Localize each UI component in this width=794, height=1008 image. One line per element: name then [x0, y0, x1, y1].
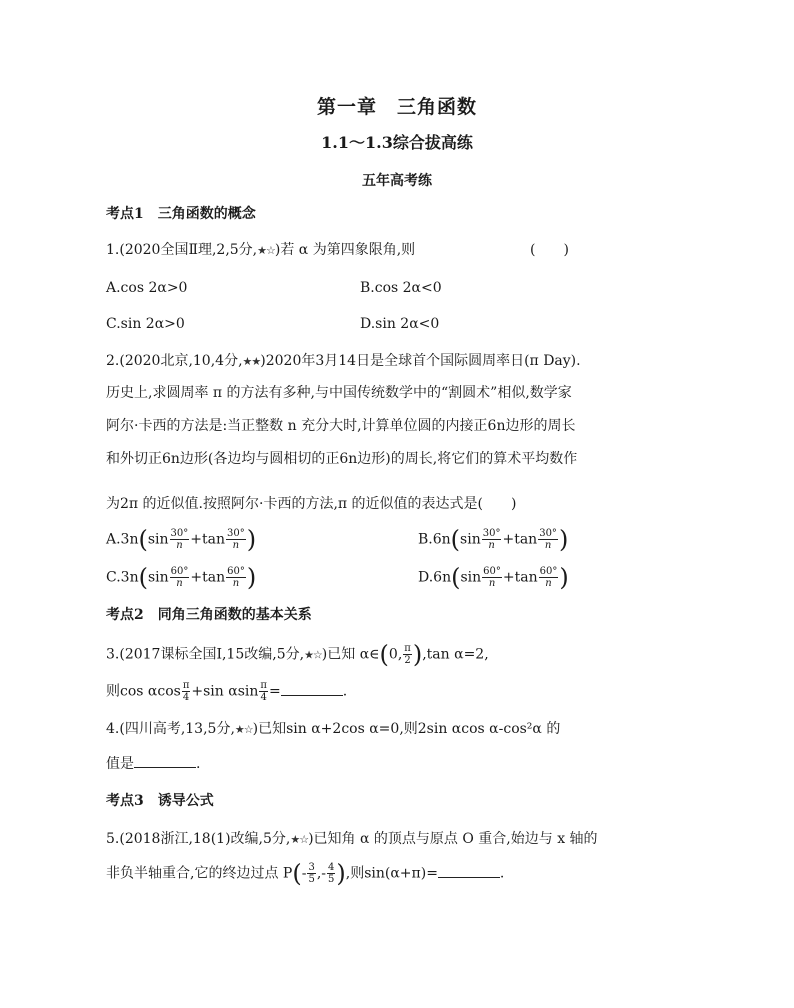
fraction	[538, 528, 558, 551]
q2-option-a	[106, 525, 257, 554]
right-paren: )	[559, 563, 569, 592]
answer-blank[interactable]	[281, 681, 343, 696]
q2-prefix: 2.(2020北京,10,4分,	[106, 353, 243, 369]
minus-sign: -	[321, 865, 326, 882]
q1-option-d: D.sin 2α<0	[360, 316, 440, 332]
left-paren: (	[292, 859, 302, 888]
q4-stem: )已知sin α+2cos α=0,则2sin αcos α-cos²α 的	[252, 721, 561, 737]
denominator: 4	[260, 692, 267, 703]
question-2-line-1	[106, 351, 581, 372]
numerator: 4	[328, 862, 335, 873]
period: .	[342, 683, 348, 700]
fraction	[170, 566, 190, 589]
numerator: 60°	[227, 566, 245, 577]
plus-sign: +	[502, 569, 515, 586]
q5-line2-b: ,则sin(α+π)=	[345, 865, 438, 882]
difficulty-stars-icon: ★☆	[290, 833, 309, 846]
right-paren: )	[246, 525, 257, 554]
q2-line1-rest: )2020年3月14日是全球首个国际圆周率日(π Day).	[260, 353, 581, 369]
denominator: 5	[328, 874, 335, 885]
fraction	[226, 566, 246, 589]
numerator: 60°	[483, 566, 501, 577]
numerator: 60°	[539, 566, 558, 577]
question-2-line-4: 和外切正6n边形(各边均与圆相切的正6n边形)的周长,将它们的算术平均数作	[106, 451, 578, 467]
denominator: n	[232, 540, 240, 551]
option-label: B.6n	[418, 531, 451, 548]
left-paren: (	[138, 525, 148, 554]
q5-prefix: 5.(2018浙江,18(1)改编,5分,	[106, 831, 291, 847]
numerator: 3	[308, 862, 315, 873]
question-3-line-2	[106, 680, 347, 703]
question-2-line-2: 历史上,求圆周率 π 的方法有多种,与中国传统数学中的“割圆术”相似,数学家	[106, 385, 572, 401]
left-paren: (	[379, 640, 389, 669]
subsection-title: 五年高考练	[362, 173, 432, 189]
right-paren: )	[412, 640, 423, 669]
question-4-line-2	[106, 753, 200, 774]
denominator: n	[545, 578, 552, 589]
fraction	[170, 528, 190, 551]
q2-option-d	[418, 563, 569, 592]
fraction	[327, 862, 335, 885]
plus-sign: +	[502, 531, 515, 548]
right-paren: )	[246, 563, 257, 592]
tan-text: tan	[514, 531, 538, 548]
plus-sign: +	[190, 531, 203, 548]
section-title: 1.1～1.3综合拔高练	[321, 133, 473, 152]
option-label: C.3n	[106, 569, 139, 586]
question-5-line-2	[106, 859, 505, 888]
q1-option-a: A.cos 2α>0	[106, 280, 188, 296]
question-5-line-1	[106, 829, 598, 850]
numerator: 30°	[170, 528, 189, 539]
right-paren: )	[336, 859, 346, 888]
fraction	[307, 862, 315, 885]
q3-stem: )已知 α∈	[321, 646, 380, 663]
sin-text: sin	[460, 531, 481, 548]
denominator: n	[176, 540, 183, 551]
numerator: π	[260, 680, 267, 691]
numerator: 30°	[227, 528, 245, 539]
difficulty-stars-icon: ★★	[242, 355, 261, 368]
q2-option-c	[106, 563, 257, 592]
topic-2-heading: 考点2 同角三角函数的基本关系	[106, 607, 312, 623]
right-paren: )	[558, 525, 569, 554]
q3-line2-c: =	[268, 683, 281, 700]
q1-stem: )若 α 为第四象限角,则	[274, 242, 416, 258]
denominator: 5	[308, 874, 315, 885]
numerator: 30°	[539, 528, 557, 539]
fraction	[403, 643, 412, 666]
q5-line2-a: 非负半轴重合,它的终边过点 P	[106, 865, 293, 882]
question-2-line-3: 阿尔·卡西的方法是:当正整数 n 充分大时,计算单位圆的内接正6n边形的周长	[106, 418, 576, 434]
period: .	[499, 865, 505, 882]
topic-3-heading: 考点3 诱导公式	[106, 793, 214, 809]
sin-text: sin	[147, 569, 169, 586]
difficulty-stars-icon: ★☆	[234, 723, 253, 736]
q2-option-b	[418, 525, 569, 554]
question-3-line-1	[106, 640, 489, 669]
q1-prefix: 1.(2020全国Ⅱ理,2,5分,	[106, 242, 258, 258]
option-label: A.3n	[106, 531, 139, 548]
q3-prefix: 3.(2017课标全国Ⅰ,15改编,5分,	[106, 646, 305, 663]
sin-text: sin	[460, 569, 482, 586]
denominator: 2	[404, 655, 411, 666]
q3-line2-b: +sin αsin	[191, 683, 259, 700]
option-label: D.6n	[418, 569, 452, 586]
numerator: 60°	[170, 566, 189, 577]
sin-text: sin	[147, 531, 169, 548]
tan-text: tan	[514, 569, 538, 586]
q3-stem-2: ,tan α=2,	[422, 646, 489, 663]
q1-answer-paren: ( )	[530, 242, 569, 258]
denominator: n	[544, 540, 552, 551]
interval-left: 0,	[388, 646, 403, 663]
difficulty-stars-icon: ★☆	[257, 244, 275, 257]
question-1	[106, 240, 415, 261]
fraction	[482, 566, 502, 589]
fraction	[482, 528, 502, 551]
q4-prefix: 4.(四川高考,13,5分,	[106, 721, 235, 737]
q1-option-c: C.sin 2α>0	[106, 316, 185, 332]
denominator: 4	[182, 692, 190, 703]
answer-blank[interactable]	[438, 863, 500, 878]
left-paren: (	[451, 563, 461, 592]
question-4-line-1	[106, 719, 560, 740]
fraction	[259, 680, 268, 703]
fraction	[539, 566, 559, 589]
denominator: n	[488, 578, 496, 589]
numerator: 30°	[482, 528, 501, 539]
q4-line2: 值是	[106, 756, 134, 772]
tan-text: tan	[202, 569, 226, 586]
fraction	[226, 528, 246, 551]
question-2-line-5: 为2π 的近似值.按照阿尔·卡西的方法,π 的近似值的表达式是( )	[106, 496, 517, 512]
difficulty-stars-icon: ★☆	[304, 648, 322, 662]
numerator: π	[404, 643, 411, 654]
answer-blank[interactable]	[134, 753, 196, 768]
period: .	[196, 756, 201, 772]
denominator: n	[232, 578, 240, 589]
fraction	[182, 680, 191, 703]
left-paren: (	[450, 525, 461, 554]
q5-stem: )已知角 α 的顶点与原点 O 重合,始边与 x 轴的	[308, 831, 598, 847]
tan-text: tan	[202, 531, 226, 548]
denominator: n	[488, 540, 495, 551]
numerator: π	[182, 680, 190, 691]
minus-sign: -	[301, 865, 307, 882]
chapter-title: 第一章 三角函数	[316, 96, 477, 118]
left-paren: (	[138, 563, 148, 592]
comma: ,	[316, 865, 322, 882]
topic-1-heading: 考点1 三角函数的概念	[106, 206, 256, 222]
plus-sign: +	[190, 569, 203, 586]
denominator: n	[176, 578, 183, 589]
q3-line2-a: 则cos αcos	[106, 683, 181, 700]
q1-option-b: B.cos 2α<0	[360, 280, 442, 296]
